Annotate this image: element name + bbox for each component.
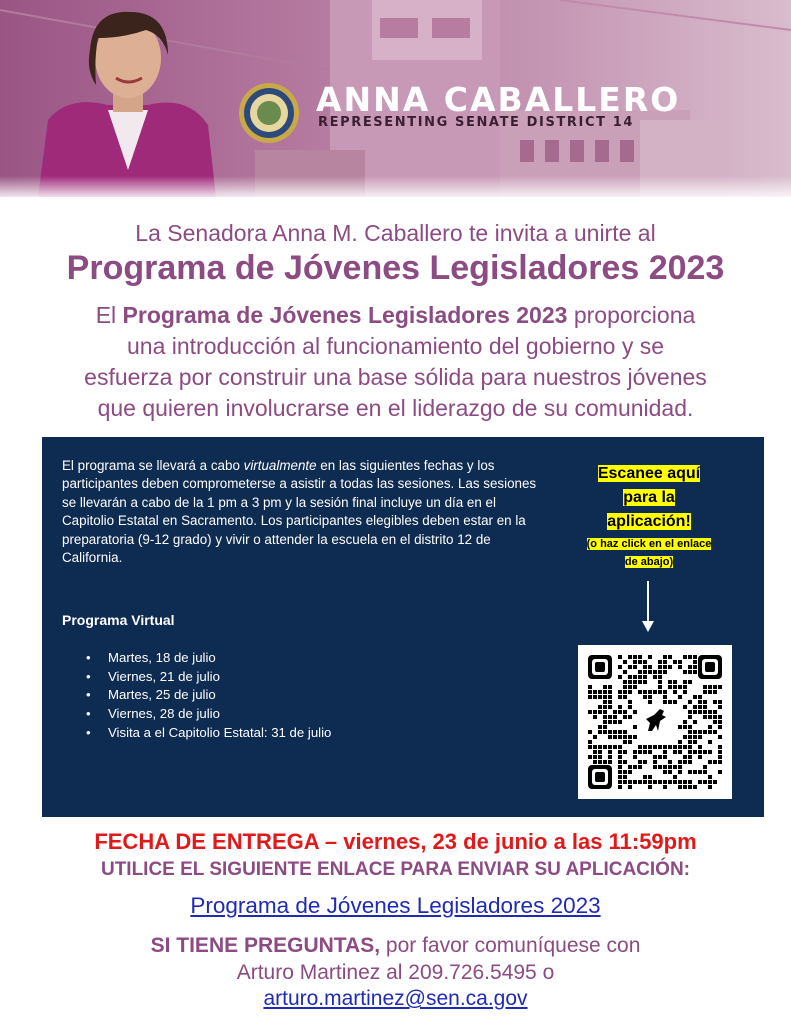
use-link-instruction: UTILICE EL SIGUIENTE ENLACE PARA ENVIAR SU APLICACIÓN:	[100, 859, 691, 880]
qr-code-icon[interactable]	[578, 645, 732, 799]
district-subtitle: REPRESENTING SENATE DISTRICT 14	[318, 115, 634, 130]
list-item: • Martes, 18 de julio	[86, 649, 331, 668]
desc-pre: El programa se llevará a cabo	[62, 458, 244, 473]
intro-line2: una introducción al funcionamiento del gobierno y se	[126, 333, 665, 359]
header-banner	[0, 0, 791, 197]
invite-line: La Senadora Anna M. Caballero te invita a unirte al	[135, 220, 656, 246]
senate-seal-icon	[238, 82, 300, 144]
scan-small1: (o haz click en el enlace	[586, 538, 712, 550]
senator-portrait	[38, 0, 216, 197]
email-link[interactable]: arturo.martinez@sen.ca.gov	[263, 987, 528, 1010]
scan-callout	[569, 462, 729, 570]
scan-line1: Escanee aquí	[597, 465, 701, 482]
desc-italic: virtualmente	[243, 458, 317, 473]
program-description	[62, 457, 547, 567]
banner-fade	[0, 176, 791, 197]
intro-rest: proporciona	[567, 302, 696, 328]
application-link[interactable]: Programa de Jóvenes Legisladores 2023	[190, 893, 601, 918]
virtual-program-heading: Programa Virtual	[62, 612, 175, 628]
application-link-row	[0, 893, 791, 919]
scan-small2: de abajo)	[624, 556, 674, 568]
questions-line2: Arturo Martinez al 209.726.5495 o	[236, 961, 555, 984]
intro-bold: Programa de Jóvenes Legisladores 2023	[122, 302, 568, 328]
session-dates-list	[86, 649, 331, 743]
desc-post: en las siguientes fechas y los participantes deben comprometerse a asistir a todas las sesiones. Las sesiones se llevarán a cabo de la 1 pm a 3 pm y la sesión final incluye un día en el Capitolio Estatal en Sacramento. Los participantes elegibles deben estar en la preparatoria (9-12 grado) y vivir o attender la escuela en el distrito 12 de California.	[62, 458, 537, 566]
questions-rest: por favor comuníquese con	[380, 934, 641, 957]
arrow-down-icon	[641, 581, 655, 633]
intro-line4: que quieren involucrarse en el liderazgo de su comunidad.	[97, 395, 694, 421]
intro-pre: El	[95, 302, 123, 328]
email-row	[0, 987, 791, 1011]
program-details-panel	[42, 437, 764, 817]
list-item: • Visita a el Capitolio Estatal: 31 de julio	[86, 724, 331, 743]
list-item: • Martes, 25 de julio	[86, 686, 331, 705]
scan-line2: para la	[623, 489, 675, 506]
questions-bold: SI TIENE PREGUNTAS,	[150, 934, 381, 957]
program-title: Programa de Jóvenes Legisladores 2023	[66, 249, 725, 287]
intro-paragraph	[30, 300, 761, 424]
list-item: • Viernes, 28 de julio	[86, 705, 331, 724]
scan-line3: aplicación!	[607, 513, 691, 530]
senator-name: ANNA CABALLERO	[316, 80, 681, 119]
deadline-text: FECHA DE ENTREGA – viernes, 23 de junio a las 11:59pm	[94, 829, 697, 854]
list-item: • Viernes, 21 de julio	[86, 668, 331, 687]
questions-text	[0, 932, 791, 986]
intro-line3: esfuerza por construir una base sólida para nuestros jóvenes	[84, 364, 707, 390]
